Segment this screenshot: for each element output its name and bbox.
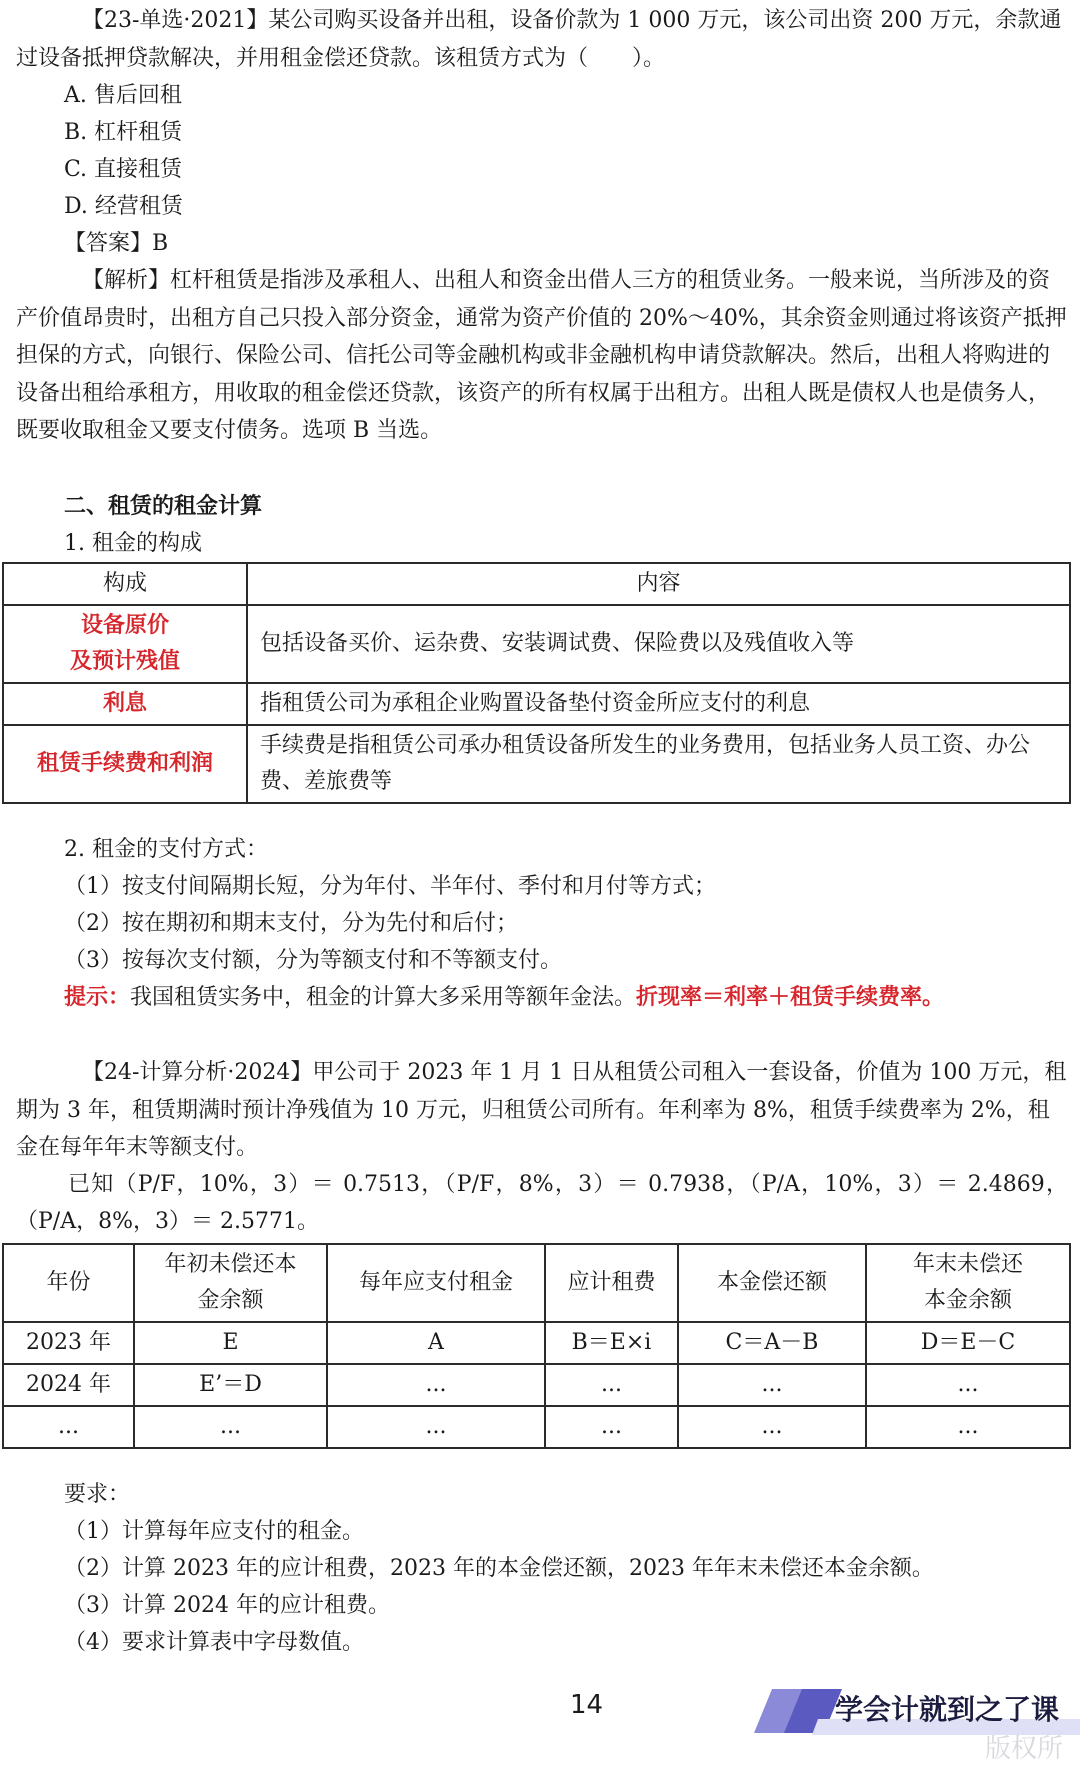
- table-row: [3, 1406, 1070, 1448]
- option-b: B. 杠杆租赁: [64, 120, 183, 145]
- header-closing-balance: [866, 1244, 1070, 1322]
- table-cell: D＝E－C: [866, 1322, 1070, 1364]
- table-cell: ...: [678, 1364, 866, 1406]
- payment-item: （3）按每次支付额，分为等额支付和不等额支付。: [64, 948, 562, 973]
- content-cell: 手续费是指租赁公司承办租赁设备所发生的业务费用，包括业务人员工资、办公费、差旅费等: [247, 725, 1070, 803]
- table-cell: ...: [327, 1364, 545, 1406]
- table-row: [3, 1322, 1070, 1364]
- answer: 【答案】B: [64, 231, 169, 256]
- table-cell: 2023 年: [3, 1322, 134, 1364]
- page-number: 14: [570, 1690, 604, 1720]
- header-content: 内容: [247, 563, 1070, 605]
- subsection-payment-methods: 2. 租金的支付方式：: [64, 837, 268, 862]
- requirements-title: 要求：: [64, 1482, 131, 1507]
- table-cell: ...: [134, 1406, 327, 1448]
- question-2-stem: 【24-计算分析·2024】甲公司于 2023 年 1 月 1 日从租赁公司租入一套设备，价值为 100 万元，租期为 3 年，租赁期满时预计净残值为 10 万元，归租赁公司所有。年利率为 8%，租赁手续费率为 2%，租金在每年年末等额支付。: [16, 1060, 1067, 1160]
- known-values-line-1: 已知（P/F，10%，3）＝ 0.7513，（P/F，8%，3）＝ 0.7938，（P/A，10%，3）＝ 2.4869，: [68, 1172, 1068, 1197]
- header-year: 年份: [3, 1244, 134, 1322]
- table-cell: 2024 年: [3, 1364, 134, 1406]
- table-cell: B＝E×i: [545, 1322, 678, 1364]
- brand-name: 学会计就到之了课: [835, 1693, 1060, 1726]
- table-cell: ...: [327, 1406, 545, 1448]
- header-principal-repaid: 本金偿还额: [678, 1244, 866, 1322]
- table-cell: ...: [678, 1406, 866, 1448]
- table-cell: E’＝D: [134, 1364, 327, 1406]
- known-values-line-2: （P/A，8%，3）＝ 2.5771。: [16, 1209, 319, 1234]
- composition-line: 设备原价: [80, 613, 169, 638]
- content-cell: 指租赁公司为承租企业购置设备垫付资金所应支付的利息: [247, 683, 1070, 725]
- table-cell: ...: [3, 1406, 134, 1448]
- rent-composition-table: [2, 562, 1071, 804]
- watermark: 版权所: [985, 1734, 1064, 1764]
- table-cell: ...: [866, 1364, 1070, 1406]
- question-1-stem: 【23-单选·2021】某公司购买设备并出租，设备价款为 1 000 万元，该公司出资 200 万元，余款通过设备抵押贷款解决，并用租金偿还贷款。该租赁方式为（ ）。: [16, 8, 1062, 71]
- table-cell: ...: [866, 1406, 1070, 1448]
- header-line: 年初未偿还本: [164, 1252, 297, 1277]
- header-composition: 构成: [3, 563, 247, 605]
- tip: [64, 979, 944, 1016]
- header-line: 年末未偿还: [912, 1252, 1023, 1277]
- table-row: [3, 683, 1070, 725]
- table-row: [3, 725, 1070, 803]
- table-cell: E: [134, 1322, 327, 1364]
- composition-cell: 租赁手续费和利润: [3, 725, 247, 803]
- payment-item: （2）按在期初和期末支付，分为先付和后付；: [64, 911, 518, 936]
- table-cell: ...: [545, 1406, 678, 1448]
- option-a: A. 售后回租: [64, 83, 182, 108]
- table-cell: ...: [545, 1364, 678, 1406]
- header-line: 金余额: [197, 1288, 264, 1313]
- header-opening-balance: [134, 1244, 327, 1322]
- table-cell: C＝A－B: [678, 1322, 866, 1364]
- section-title: 二、租赁的租金计算: [64, 494, 263, 519]
- composition-cell: 利息: [3, 683, 247, 725]
- table-row: [3, 1364, 1070, 1406]
- payment-item: （1）按支付间隔期长短，分为年付、半年付、季付和月付等方式；: [64, 874, 716, 899]
- composition-cell: [3, 605, 247, 683]
- requirement-item: （2）计算 2023 年的应计租费，2023 年的本金偿还额，2023 年年末未偿还本金余额。: [64, 1556, 934, 1581]
- table-header-row: [3, 1244, 1070, 1322]
- requirement-item: （4）要求计算表中字母数值。: [64, 1630, 364, 1655]
- header-accrued-fee: 应计租费: [545, 1244, 678, 1322]
- table-cell: A: [327, 1322, 545, 1364]
- requirement-item: （3）计算 2024 年的应计租费。: [64, 1593, 390, 1618]
- option-d: D. 经营租赁: [64, 194, 183, 219]
- header-annual-rent: 每年应支付租金: [327, 1244, 545, 1322]
- subsection-rent-composition: 1. 租金的构成: [64, 531, 202, 556]
- amortization-table: [2, 1243, 1071, 1449]
- table-header-row: [3, 563, 1070, 605]
- tip-label: 提示：: [64, 984, 131, 1010]
- tip-emphasis: 折现率＝利率＋租赁手续费率。: [636, 984, 945, 1010]
- header-line: 本金余额: [923, 1288, 1012, 1313]
- option-c: C. 直接租赁: [64, 157, 183, 182]
- composition-line: 及预计残值: [69, 649, 180, 674]
- content-cell: 包括设备买价、运杂费、安装调试费、保险费以及残值收入等: [247, 605, 1070, 683]
- analysis: 【解析】杠杆租赁是指涉及承租人、出租人和资金出借人三方的租赁业务。一般来说，当所涉及的资产价值昂贵时，出租方自己只投入部分资金，通常为资产价值的 20%～40%，其余资金则通过将该资产抵押担保的方式，向银行、保险公司、信托公司等金融机构或非金融机构申请贷款解决。然后，出租人将购进的设备出租给承租方，用收取的租金偿还贷款，该资产的所有权属于出租方。出租人既是债权人也是债务人，既要收取租金又要支付债务。选项 B 当选。: [16, 268, 1067, 443]
- requirement-item: （1）计算每年应支付的租金。: [64, 1519, 364, 1544]
- tip-text: 我国租赁实务中，租金的计算大多采用等额年金法。: [130, 985, 637, 1010]
- table-row: [3, 605, 1070, 683]
